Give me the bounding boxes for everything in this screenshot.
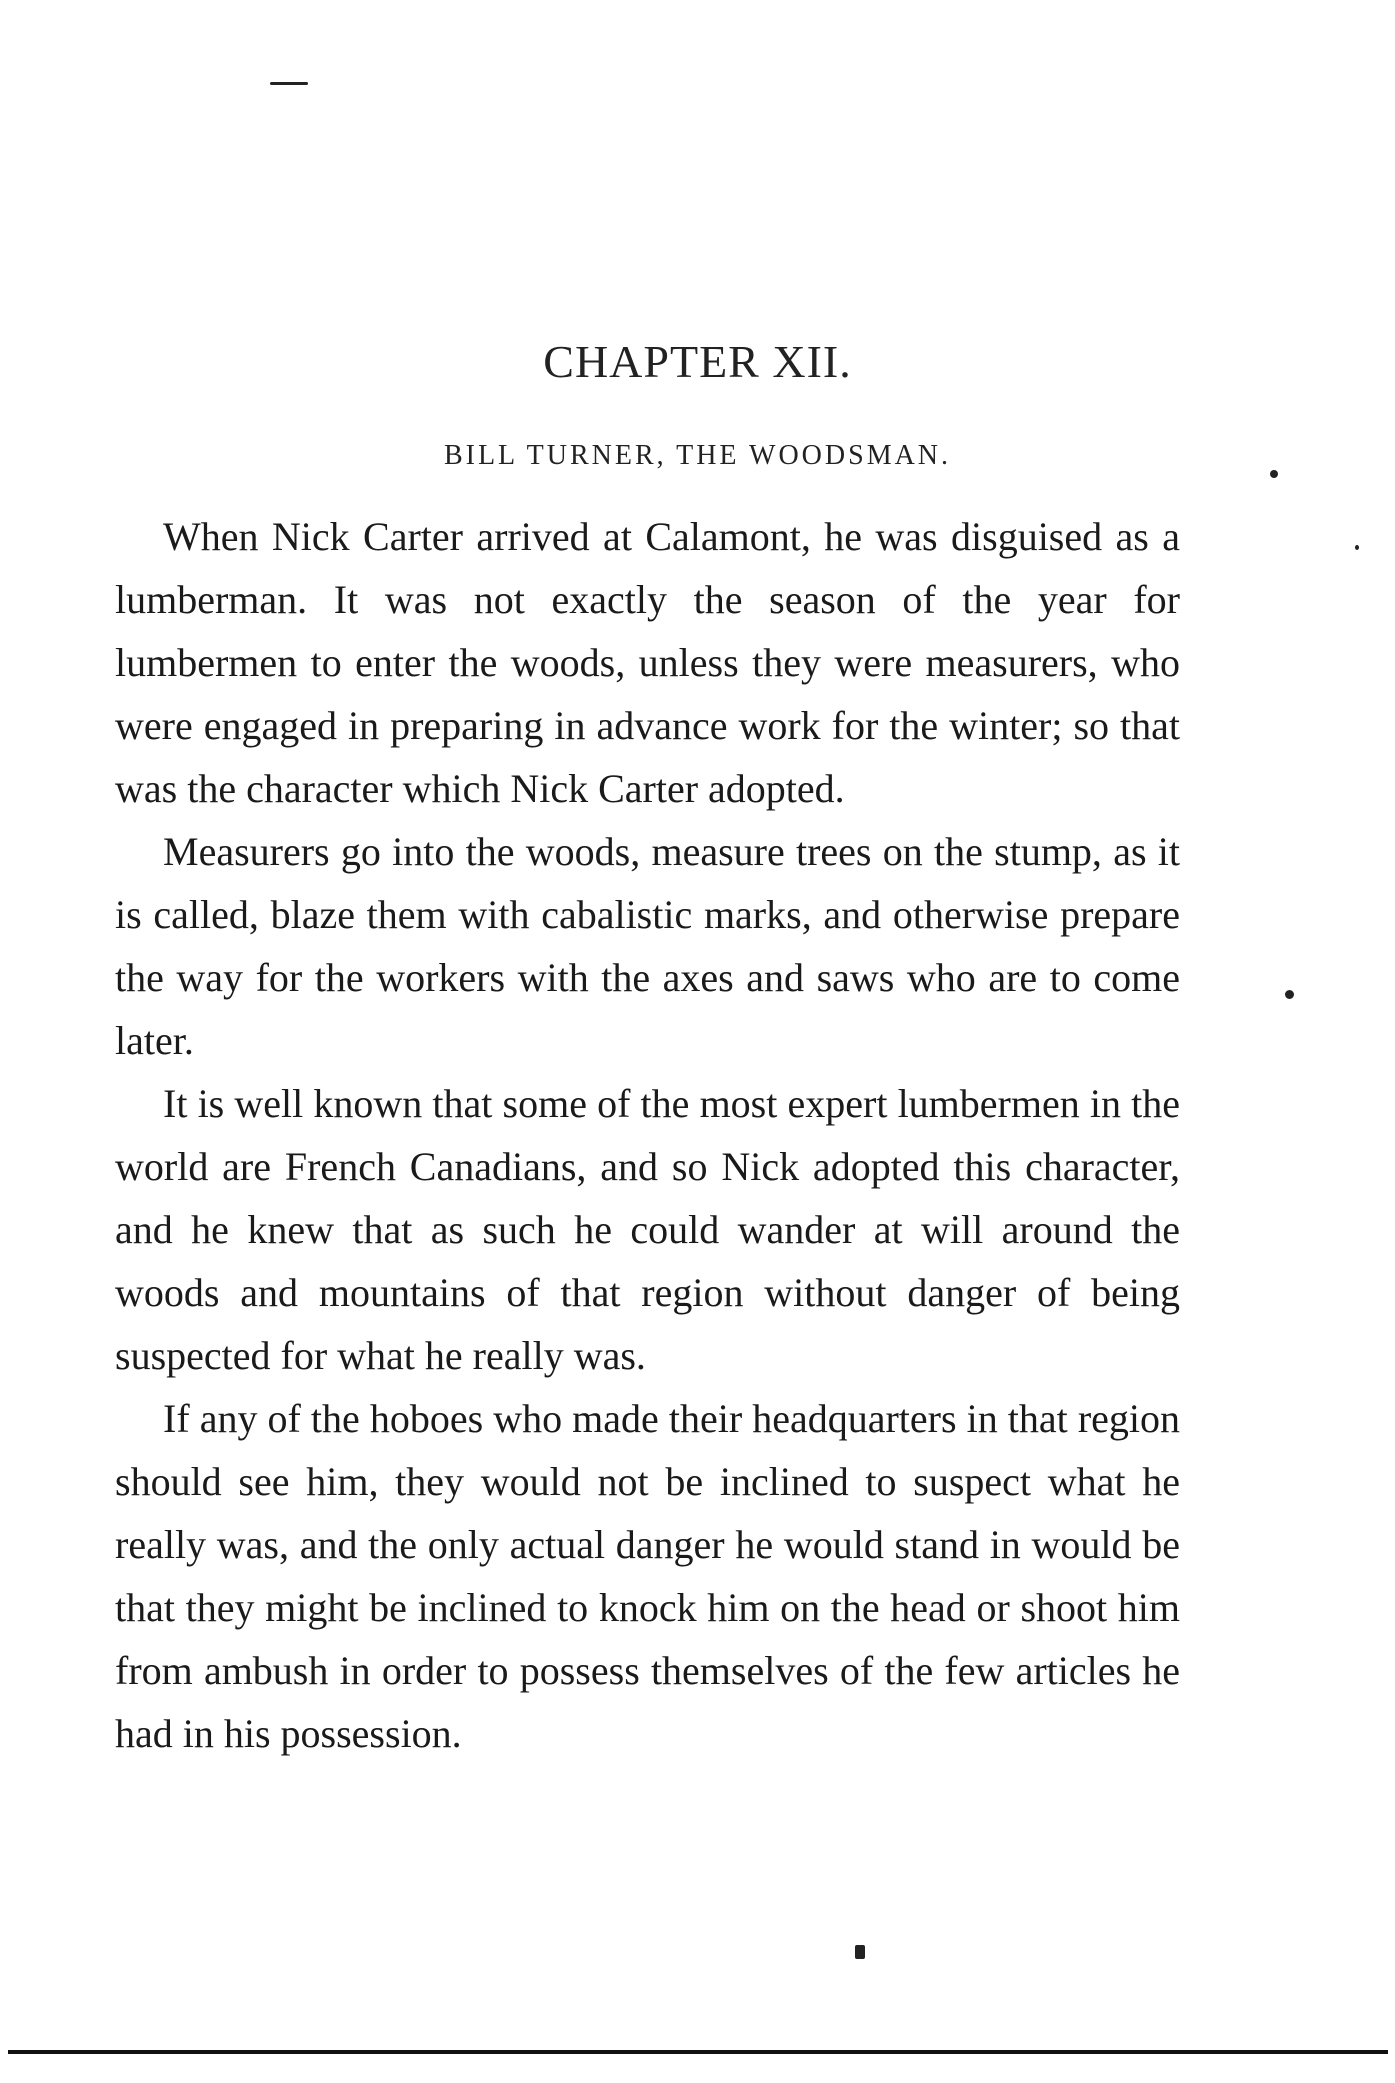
- scan-speck: [1270, 470, 1278, 478]
- chapter-subtitle: BILL TURNER, THE WOODSMAN.: [443, 440, 952, 471]
- scan-speck: [1285, 990, 1294, 999]
- scan-speck: [1355, 545, 1359, 550]
- chapter-title: CHAPTER XII.: [543, 336, 852, 387]
- paragraph: If any of the hoboes who made their headquarters in that region should see him, they would not be inclined to suspect what he really was, and the only actual danger he would stand in would be that they might be inclined to knock him on the head or shoot him from ambush in order to possess themselves of the few articles he had in his possession.: [115, 1396, 1180, 1756]
- scan-speck: [270, 82, 308, 85]
- paragraph: It is well known that some of the most expert lumbermen in the world are French Canadians, and so Nick adopted this character, and he knew that as such he could wander at will around the woods and mountains of that region without danger of being suspected for what he really was.: [115, 1081, 1180, 1378]
- scan-speck: [855, 1945, 865, 1959]
- bottom-rule: [8, 2050, 1388, 2054]
- chapter-body: [115, 505, 1180, 1765]
- paragraph: When Nick Carter arrived at Calamont, he was disguised as a lumberman. It was not exactly the season of the year for lumbermen to enter the woods, unless they were measurers, who were engaged in preparing in advance work for the winter; so that was the character which Nick Carter adopted.: [115, 514, 1180, 811]
- paragraph: Measurers go into the woods, measure trees on the stump, as it is called, blaze them with cabalistic marks, and otherwise prepare the way for the workers with the axes and saws who are to come later.: [115, 829, 1180, 1063]
